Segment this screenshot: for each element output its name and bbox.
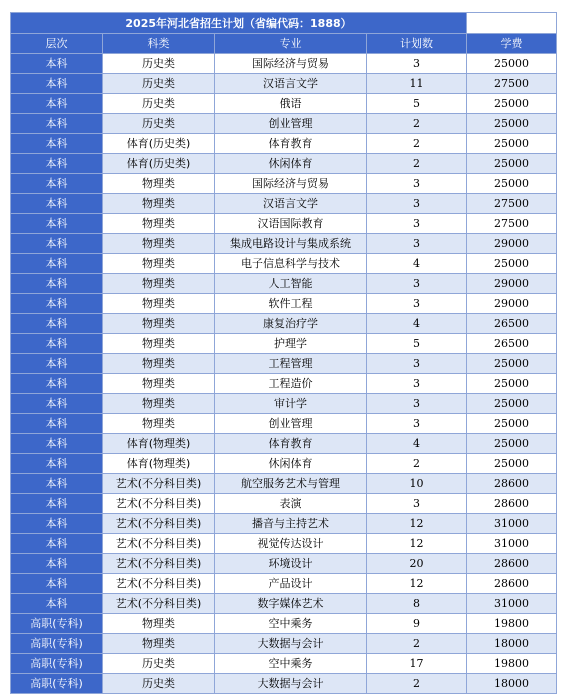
cell-plan-count: 10 [367,474,467,494]
table-row [11,454,557,474]
cell-major: 工程管理 [215,354,367,374]
cell-subject-category: 物理类 [103,194,215,214]
cell-subject-category: 艺术(不分科目类) [103,574,215,594]
cell-plan-count: 3 [367,494,467,514]
cell-subject-category: 历史类 [103,54,215,74]
cell-major: 康复治疗学 [215,314,367,334]
header-plan-count: 计划数 [367,34,467,54]
cell-plan-count: 11 [367,74,467,94]
cell-level: 本科 [11,314,103,334]
cell-level: 本科 [11,554,103,574]
table-row [11,374,557,394]
cell-subject-category: 物理类 [103,634,215,654]
cell-level: 高职(专科) [11,654,103,674]
cell-level: 本科 [11,354,103,374]
cell-plan-count: 3 [367,394,467,414]
cell-plan-count: 3 [367,234,467,254]
cell-level: 本科 [11,494,103,514]
cell-major: 汉语言文学 [215,194,367,214]
table-row [11,134,557,154]
table-row [11,294,557,314]
cell-tuition: 31000 [467,534,557,554]
table-row [11,334,557,354]
cell-tuition: 31000 [467,594,557,614]
cell-level: 高职(专科) [11,634,103,654]
cell-level: 本科 [11,54,103,74]
cell-tuition: 25000 [467,374,557,394]
table-row [11,614,557,634]
cell-level: 高职(专科) [11,614,103,634]
cell-level: 本科 [11,254,103,274]
cell-subject-category: 体育(历史类) [103,154,215,174]
cell-tuition: 18000 [467,674,557,694]
cell-major: 软件工程 [215,294,367,314]
header-level: 层次 [11,34,103,54]
cell-level: 本科 [11,514,103,534]
cell-tuition: 29000 [467,234,557,254]
cell-tuition: 25000 [467,454,557,474]
cell-tuition: 25000 [467,414,557,434]
cell-subject-category: 物理类 [103,374,215,394]
cell-plan-count: 2 [367,634,467,654]
cell-plan-count: 17 [367,654,467,674]
cell-plan-count: 9 [367,614,467,634]
cell-plan-count: 3 [367,354,467,374]
cell-subject-category: 艺术(不分科目类) [103,554,215,574]
table-row [11,94,557,114]
cell-subject-category: 物理类 [103,354,215,374]
cell-subject-category: 物理类 [103,334,215,354]
cell-plan-count: 12 [367,574,467,594]
cell-tuition: 27500 [467,214,557,234]
cell-major: 创业管理 [215,114,367,134]
cell-tuition: 25000 [467,394,557,414]
cell-level: 本科 [11,374,103,394]
cell-level: 本科 [11,394,103,414]
cell-plan-count: 3 [367,374,467,394]
cell-level: 本科 [11,334,103,354]
cell-tuition: 27500 [467,194,557,214]
table-row [11,494,557,514]
cell-subject-category: 物理类 [103,614,215,634]
cell-major: 体育教育 [215,434,367,454]
cell-subject-category: 物理类 [103,314,215,334]
cell-tuition: 28600 [467,554,557,574]
cell-major: 产品设计 [215,574,367,594]
cell-major: 护理学 [215,334,367,354]
cell-tuition: 26500 [467,314,557,334]
table-row [11,314,557,334]
cell-plan-count: 3 [367,54,467,74]
table-row [11,394,557,414]
cell-tuition: 25000 [467,254,557,274]
cell-plan-count: 4 [367,314,467,334]
cell-plan-count: 3 [367,174,467,194]
table-row [11,214,557,234]
cell-level: 本科 [11,434,103,454]
header-subject-category: 科类 [103,34,215,54]
table-row [11,114,557,134]
header-tuition: 学费 [467,34,557,54]
table-row [11,654,557,674]
enrollment-plan-table [10,12,557,694]
cell-level: 高职(专科) [11,674,103,694]
table-row [11,534,557,554]
cell-subject-category: 体育(历史类) [103,134,215,154]
cell-major: 环境设计 [215,554,367,574]
cell-level: 本科 [11,274,103,294]
cell-major: 视觉传达设计 [215,534,367,554]
cell-plan-count: 3 [367,294,467,314]
cell-subject-category: 物理类 [103,174,215,194]
table-row [11,174,557,194]
cell-level: 本科 [11,294,103,314]
cell-plan-count: 3 [367,214,467,234]
table-row [11,574,557,594]
cell-tuition: 29000 [467,274,557,294]
cell-subject-category: 历史类 [103,654,215,674]
cell-level: 本科 [11,94,103,114]
table-row [11,274,557,294]
cell-major: 航空服务艺术与管理 [215,474,367,494]
cell-major: 电子信息科学与技术 [215,254,367,274]
cell-major: 空中乘务 [215,654,367,674]
table-row [11,434,557,454]
cell-plan-count: 12 [367,534,467,554]
cell-tuition: 19800 [467,614,557,634]
cell-level: 本科 [11,214,103,234]
cell-subject-category: 艺术(不分科目类) [103,594,215,614]
cell-tuition: 19800 [467,654,557,674]
table-row [11,674,557,694]
cell-subject-category: 艺术(不分科目类) [103,474,215,494]
cell-level: 本科 [11,574,103,594]
cell-subject-category: 历史类 [103,114,215,134]
cell-tuition: 25000 [467,114,557,134]
cell-major: 数字媒体艺术 [215,594,367,614]
table-row [11,234,557,254]
cell-level: 本科 [11,594,103,614]
table-row [11,74,557,94]
cell-subject-category: 物理类 [103,254,215,274]
cell-plan-count: 20 [367,554,467,574]
cell-major: 体育教育 [215,134,367,154]
cell-subject-category: 艺术(不分科目类) [103,514,215,534]
cell-plan-count: 5 [367,94,467,114]
cell-tuition: 25000 [467,134,557,154]
header-major: 专业 [215,34,367,54]
cell-plan-count: 2 [367,154,467,174]
table-row [11,474,557,494]
cell-plan-count: 4 [367,434,467,454]
cell-level: 本科 [11,474,103,494]
cell-level: 本科 [11,234,103,254]
table-row [11,414,557,434]
cell-tuition: 28600 [467,474,557,494]
cell-level: 本科 [11,454,103,474]
cell-level: 本科 [11,194,103,214]
cell-subject-category: 历史类 [103,674,215,694]
cell-subject-category: 艺术(不分科目类) [103,534,215,554]
cell-major: 休闲体育 [215,154,367,174]
cell-plan-count: 2 [367,114,467,134]
cell-major: 创业管理 [215,414,367,434]
cell-tuition: 29000 [467,294,557,314]
cell-major: 休闲体育 [215,454,367,474]
cell-plan-count: 3 [367,414,467,434]
cell-major: 人工智能 [215,274,367,294]
cell-level: 本科 [11,74,103,94]
cell-tuition: 27500 [467,74,557,94]
cell-plan-count: 3 [367,274,467,294]
table-row [11,194,557,214]
cell-subject-category: 艺术(不分科目类) [103,494,215,514]
cell-level: 本科 [11,154,103,174]
cell-plan-count: 2 [367,454,467,474]
table-row [11,54,557,74]
cell-subject-category: 物理类 [103,414,215,434]
cell-tuition: 31000 [467,514,557,534]
table-row [11,594,557,614]
cell-plan-count: 8 [367,594,467,614]
table-row [11,514,557,534]
cell-subject-category: 体育(物理类) [103,434,215,454]
cell-major: 集成电路设计与集成系统 [215,234,367,254]
cell-level: 本科 [11,174,103,194]
cell-subject-category: 物理类 [103,274,215,294]
cell-tuition: 25000 [467,434,557,454]
cell-tuition: 25000 [467,54,557,74]
cell-major: 汉语言文学 [215,74,367,94]
cell-major: 汉语国际教育 [215,214,367,234]
cell-major: 大数据与会计 [215,674,367,694]
table-body [11,54,557,694]
cell-tuition: 18000 [467,634,557,654]
cell-tuition: 28600 [467,494,557,514]
table-row [11,634,557,654]
table-title-row [11,13,557,34]
cell-plan-count: 2 [367,674,467,694]
cell-level: 本科 [11,114,103,134]
cell-level: 本科 [11,134,103,154]
cell-subject-category: 历史类 [103,74,215,94]
cell-tuition: 25000 [467,174,557,194]
cell-tuition: 26500 [467,334,557,354]
cell-subject-category: 物理类 [103,234,215,254]
title-blank-cell [467,13,557,34]
table-row [11,354,557,374]
cell-major: 审计学 [215,394,367,414]
table-header-row [11,34,557,54]
cell-subject-category: 体育(物理类) [103,454,215,474]
cell-plan-count: 5 [367,334,467,354]
cell-level: 本科 [11,534,103,554]
cell-major: 国际经济与贸易 [215,174,367,194]
cell-plan-count: 2 [367,134,467,154]
cell-major: 表演 [215,494,367,514]
cell-subject-category: 物理类 [103,394,215,414]
cell-major: 大数据与会计 [215,634,367,654]
cell-major: 播音与主持艺术 [215,514,367,534]
cell-major: 国际经济与贸易 [215,54,367,74]
table-row [11,554,557,574]
cell-major: 空中乘务 [215,614,367,634]
cell-level: 本科 [11,414,103,434]
cell-subject-category: 历史类 [103,94,215,114]
cell-tuition: 25000 [467,154,557,174]
cell-plan-count: 4 [367,254,467,274]
cell-subject-category: 物理类 [103,214,215,234]
table-row [11,154,557,174]
cell-tuition: 25000 [467,94,557,114]
table-title: 2025年河北省招生计划（省编代码：1888） [11,13,467,34]
cell-plan-count: 3 [367,194,467,214]
table-row [11,254,557,274]
cell-major: 俄语 [215,94,367,114]
cell-tuition: 25000 [467,354,557,374]
enrollment-plan-table-container [10,12,556,694]
cell-plan-count: 12 [367,514,467,534]
cell-subject-category: 物理类 [103,294,215,314]
cell-major: 工程造价 [215,374,367,394]
cell-tuition: 28600 [467,574,557,594]
